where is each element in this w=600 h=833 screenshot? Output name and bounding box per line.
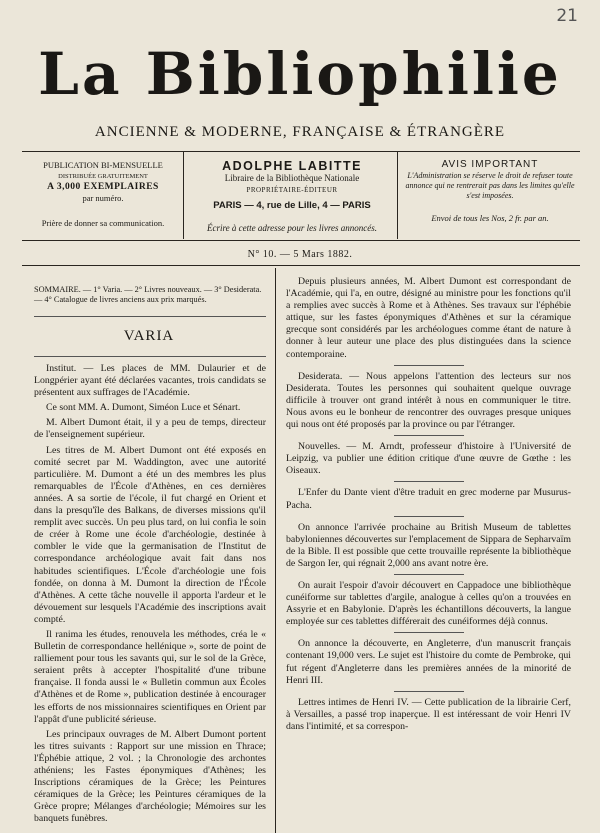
publication-info-box xyxy=(24,160,182,229)
publisher-address: PARIS — 4, rue de Lille, 4 — PARIS xyxy=(213,200,371,211)
paragraph: On annonce la découverte, en Angleterre, d'un manuscrit français contenant 19,000 vers. Le sujet est l'histoire du comte de Pembroke, qui fut régent d'Angleterre dans les premières années de la minorité de Henri III. xyxy=(286,638,571,686)
summary: SOMMAIRE. — 1° Varia. — 2° Livres nouveaux. — 3° Desiderata. — 4° Catalogue de livres anciens aux prix marqués. xyxy=(34,285,262,304)
issue-rule xyxy=(22,265,580,266)
paragraph: Les titres de M. Albert Dumont ont été exposés en comité secret par M. Waddington, avec une autorité particulière. M. Dumont a été un des membres les plus remarquables de l'École d'Athènes, en ces dernières années. A sa sortie de l'école, il fut chargé en Orient et dans la presqu'île des Balkans, de diverses missions qu'il remplit avec succès. Un peu plus tard, on lui confia le soin de créer à Rome une école d'archéologie, destinée à combler le vide que la germanisation de l'Institut de correspondance archéologique avait fait dans nos habitudes scientifiques. L'École d'archéologie une fois fondée, on donna à M. Dumont la direction de l'École d'Athènes. A cette tâche nouvelle il apporta l'ardeur et le dévouement sur lesquels l'Académie des inscriptions avait compté. xyxy=(34,444,266,625)
masthead-subtitle: ANCIENNE & MODERNE, FRANÇAISE & ÉTRANGÈRE xyxy=(94,124,506,140)
notice-heading: AVIS IMPORTANT xyxy=(441,159,539,170)
publisher-name: ADOLPHE LABITTE xyxy=(222,159,362,173)
per-issue-note: par numéro. xyxy=(82,193,124,203)
separator xyxy=(394,481,464,482)
publisher-role: PROPRIÉTAIRE-ÉDITEUR xyxy=(246,186,338,194)
header-divider-right xyxy=(397,151,398,239)
paragraph: Nouvelles. — M. Arndt, professeur d'histoire à l'Université de Leipzig, va publier une édition critique d'une œuvre de Gœthe : les Oiseaux. xyxy=(286,441,571,477)
publisher-title: Libraire de la Bibliothèque Nationale xyxy=(224,173,360,183)
notice-box xyxy=(400,160,580,223)
column-divider xyxy=(275,268,276,833)
subscription-note: Envoi de tous les Nos, 2 fr. par an. xyxy=(431,212,549,223)
circulation-count: A 3,000 EXEMPLAIRES xyxy=(47,182,159,192)
right-column xyxy=(286,276,571,733)
separator xyxy=(394,435,464,436)
paragraph: M. Albert Dumont était, il y a peu de temps, directeur de l'enseignement supérieur. xyxy=(34,417,266,441)
separator xyxy=(394,632,464,633)
paragraph: Il ranima les études, renouvela les méthodes, créa le « Bulletin de correspondance hellénique », sorte de point de ralliement pour tous les savants qui, sur le sol de la Grèce, seraient prêts à accepter l'hospitalité d'une tribune française. Il fonda aussi le « Bulletin commun aux Écoles d'Athènes et de Rome », publication destinée à encourager les efforts de nos missionnaires scientifiques en Orient par l'appât d'une publicité sérieuse. xyxy=(34,628,266,725)
header-divider-left xyxy=(183,151,184,239)
publisher-note: Écrire à cette adresse pour les livres annoncés. xyxy=(207,223,377,233)
publication-frequency: PUBLICATION BI-MENSUELLE xyxy=(43,160,163,170)
separator xyxy=(394,365,464,366)
summary-rule xyxy=(34,316,266,317)
section-heading-varia: VARIA xyxy=(123,328,175,344)
page-number: 21 xyxy=(556,6,578,26)
notice-body: L'Administration se réserve le droit de refuser toute annonce qui ne rentrerait pas dans les limites qu'elle s'est imposées. xyxy=(405,170,575,200)
issue-line: N° 10. — 5 Mars 1882. xyxy=(247,249,353,260)
distribution-note: DISTRIBUÉE GRATUITEMENT xyxy=(58,173,148,180)
paragraph: On aurait l'espoir d'avoir découvert en Cappadoce une bibliothèque cunéiforme sur tablettes d'argile, analogue à celles qu'on a trouvées en Assyrie et en Babylonie. D'après les échantillons découverts, la langue employée sur ces tablettes différerait des cunéiformes déjà connus. xyxy=(286,579,571,628)
publisher-box xyxy=(187,160,397,234)
paragraph: On annonce l'arrivée prochaine au British Museum de tablettes babyloniennes découvertes sur l'emplacement de Sippara de Sepharvaïm de la Bible. Il est possible que cette trouvaille représente la bibliothèque de Sargon Ier, qui régnait 2,000 ans avant notre ère. xyxy=(286,521,571,569)
left-column xyxy=(34,363,266,825)
header-top-rule xyxy=(22,151,580,152)
paragraph: Ce sont MM. A. Dumont, Siméon Luce et Sénart. xyxy=(46,402,241,414)
separator xyxy=(394,516,464,517)
paragraph: L'Enfer du Dante vient d'être traduit en grec moderne par Musurus-Pacha. xyxy=(286,487,571,511)
paragraph: Desiderata. — Nous appelons l'attention des lecteurs sur nos Desiderata. Toutes les personnes qui souhaitent quelque ouvrage difficile à trouver ont grand intérêt à nous en communiquer le titre. Nous avons eu le bonheur de rencontrer des ouvrages presque uniques qui nous ont été proposés par la province ou par l'étranger. xyxy=(286,370,571,431)
paragraph: Les principaux ouvrages de M. Albert Dumont portent les titres suivants : Rapport sur une mission en Thrace; l'Éphébie attique, 2 vol. ; la Chronologie des archontes athéniens; les Fastes éponymiques d'Athènes; les Inscriptions céramiques de la Grèce; les Peintures céramiques de la Grèce; les Peintures céramiques de la Grèce propre; Mélanges d'archéologie; Mémoires sur les banquets funèbres. xyxy=(34,728,266,825)
communication-note: Prière de donner sa communication. xyxy=(41,218,165,228)
separator xyxy=(394,574,464,575)
paragraph: Depuis plusieurs années, M. Albert Dumont est correspondant de l'Académie, qui l'a, en outre, désigné au ministre pour les fonctions qu'il a remplies avec succès à Rome et à Athènes. Ses travaux sur l'éphébie attique, sur les fastes éponymiques d'Athènes et sur la céramique grecque sont considérés par les archéologues comme étant de nature à donner à leur auteur une place des plus distinguées dans la science contemporaine. xyxy=(286,276,571,360)
paragraph: Lettres intimes de Henri IV. — Cette publication de la librairie Cerf, à Versailles, a passé trop inaperçue. Il est intéressant de voir Henri IV dans l'intimité, et sa correspon- xyxy=(286,696,571,732)
masthead-title: La Bibliophilie xyxy=(38,40,562,108)
header-bottom-rule xyxy=(22,240,580,241)
separator xyxy=(394,691,464,692)
paragraph: Institut. — Les places de MM. Dulaurier et de Longpérier ayant été déclarées vacantes, trois candidats se présentent aux suffrages de l'Académie. xyxy=(34,363,266,399)
varia-rule xyxy=(34,356,266,357)
